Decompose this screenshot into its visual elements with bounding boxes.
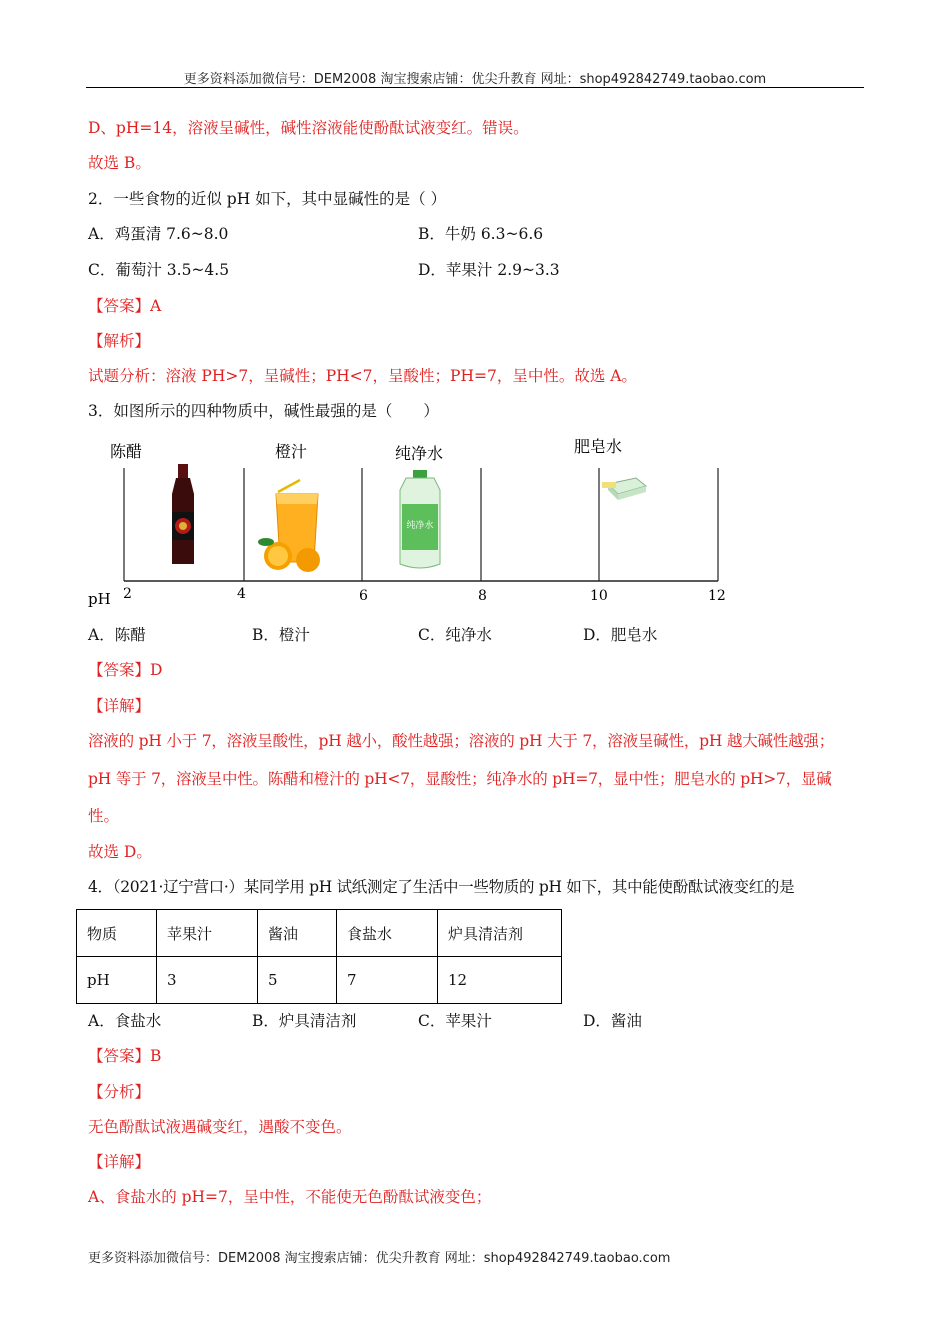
q2-analysis-label: 【解析】 <box>88 332 151 350</box>
label-orange-juice: 橙汁 <box>274 442 308 461</box>
orange-juice-icon <box>258 480 320 572</box>
table-cell: pH <box>77 957 157 1004</box>
tick-12: 12 <box>708 588 726 604</box>
table-cell: 苹果汁 <box>157 910 258 957</box>
table-cell: 酱油 <box>258 910 337 957</box>
q4-detail-label: 【详解】 <box>88 1153 151 1171</box>
q4-option-d: D．酱油 <box>583 1012 642 1030</box>
table-row <box>77 910 562 957</box>
q2-answer: 【答案】A <box>88 297 162 315</box>
label-soap-water: 肥皂水 <box>573 437 623 456</box>
table-cell: 7 <box>337 957 438 1004</box>
q4-stem: 4．（2021·辽宁营口·）某同学用 pH 试纸测定了生活中一些物质的 pH 如下，其中能使酚酞试液变红的是 <box>88 878 795 896</box>
ph-table <box>76 909 562 1004</box>
q3-option-a: A．陈醋 <box>88 626 146 644</box>
q3-option-d: D．肥皂水 <box>583 626 658 644</box>
prev-choose: 故选 B。 <box>88 154 151 172</box>
q4-option-a: A．食盐水 <box>88 1012 162 1030</box>
q4-answer: 【答案】B <box>88 1047 162 1065</box>
tick-10: 10 <box>590 588 608 604</box>
q3-detail-label: 【详解】 <box>88 697 151 715</box>
water-bottle-text: 纯净水 <box>406 521 434 531</box>
header-divider <box>86 87 864 88</box>
q4-option-c: C．苹果汁 <box>418 1012 492 1030</box>
table-cell: 物质 <box>77 910 157 957</box>
tick-8: 8 <box>478 588 487 604</box>
soap-icon <box>602 478 646 500</box>
vinegar-bottle-icon <box>172 464 194 564</box>
q3-answer: 【答案】D <box>88 661 163 679</box>
label-vinegar: 陈醋 <box>109 442 143 461</box>
label-pure-water: 纯净水 <box>394 444 444 463</box>
table-cell: 食盐水 <box>337 910 438 957</box>
q3-detail-line-2: pH 等于 7，溶液呈中性。陈醋和橙汁的 pH<7，显酸性；纯净水的 pH=7，显中性；肥皂水的 pH>7，显碱 <box>88 770 832 788</box>
ph-scale-svg <box>88 432 738 612</box>
q2-option-b: B．牛奶 6.3~6.6 <box>418 225 544 243</box>
q3-detail-line-1: 溶液的 pH 小于 7，溶液呈酸性，pH 越小，酸性越强；溶液的 pH 大于 7，溶液呈碱性，pH 越大碱性越强； <box>88 732 834 750</box>
page-footer: 更多资料添加微信号：DEM2008 淘宝搜索店铺：优尖升教育 网址：shop492842749.taobao.com <box>88 1251 671 1266</box>
tick-4: 4 <box>237 586 246 602</box>
q3-option-c: C．纯净水 <box>418 626 492 644</box>
ph-scale-figure <box>88 432 738 612</box>
q4-detail-a: A、食盐水的 pH=7，呈中性，不能使无色酚酞试液变色； <box>88 1188 492 1206</box>
q3-stem: 3．如图所示的四种物质中，碱性最强的是（ ） <box>88 402 439 420</box>
page-header: 更多资料添加微信号：DEM2008 淘宝搜索店铺：优尖升教育 网址：shop492842749.taobao.com <box>183 72 767 87</box>
q4-analysis-label: 【分析】 <box>88 1083 151 1101</box>
prev-option-d-explanation: D、pH=14，溶液呈碱性，碱性溶液能使酚酞试液变红。错误。 <box>88 119 529 137</box>
table-cell: 5 <box>258 957 337 1004</box>
q3-detail-line-3: 性。 <box>88 807 120 825</box>
q3-option-b: B．橙汁 <box>252 626 310 644</box>
q4-option-b: B．炉具清洁剂 <box>252 1012 357 1030</box>
table-row <box>77 957 562 1004</box>
tick-2: 2 <box>123 586 132 602</box>
tick-6: 6 <box>359 588 368 604</box>
table-cell: 12 <box>438 957 562 1004</box>
table-cell: 炉具清洁剂 <box>438 910 562 957</box>
q2-analysis: 试题分析：溶液 PH>7，呈碱性；PH<7，呈酸性；PH=7，呈中性。故选 A。 <box>88 367 637 385</box>
q3-choose: 故选 D。 <box>88 843 152 861</box>
q2-option-a: A．鸡蛋清 7.6~8.0 <box>88 225 229 243</box>
table-cell: 3 <box>157 957 258 1004</box>
q2-option-c: C．葡萄汁 3.5~4.5 <box>88 261 230 279</box>
axis-label-ph: pH <box>88 590 111 608</box>
q2-stem: 2．一些食物的近似 pH 如下，其中显碱性的是（ ） <box>88 190 447 208</box>
water-bottle-icon <box>400 470 440 568</box>
q4-analysis: 无色酚酞试液遇碱变红，遇酸不变色。 <box>88 1118 352 1136</box>
q2-option-d: D．苹果汁 2.9~3.3 <box>418 261 560 279</box>
